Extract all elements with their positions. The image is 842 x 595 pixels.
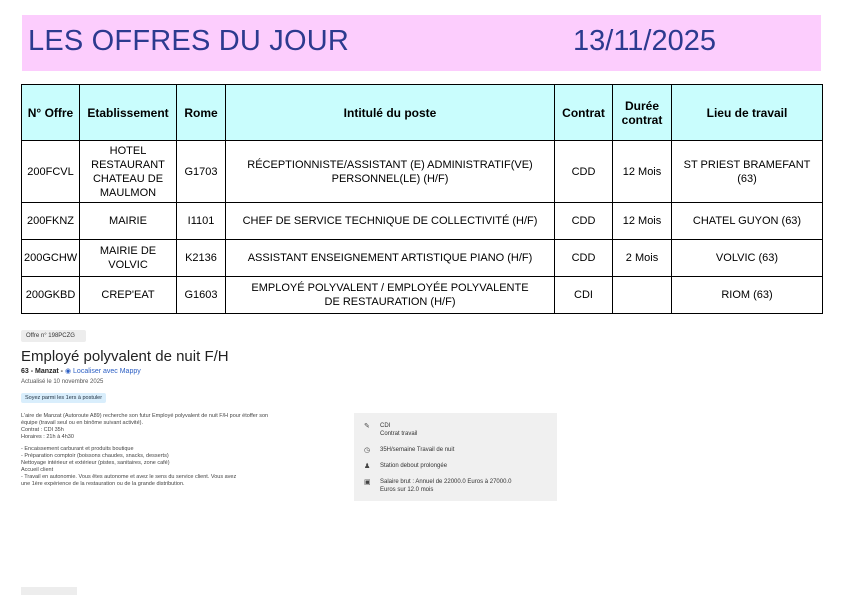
detail-text: Station debout prolongée [380,463,448,469]
description-line: une 1ère expérience de la restauration ou de la grande distribution. [21,481,185,487]
job-description [21,413,326,488]
footer-tab [21,587,77,595]
description-line: - Préparation comptoir (boissons chaudes, snacks, desserts) [21,453,169,459]
detail-text: CDI [380,423,391,429]
job-title: ASSISTANT ENSEIGNEMENT ARTISTIQUE PIANO (H/F) [226,240,555,277]
column-header: Etablissement [80,85,177,141]
description-line: - Encaissement carburant et produits boutique [21,446,134,452]
header-banner [22,15,821,71]
apply-first-pill: Soyez parmi les 1ers à postuler [21,393,106,403]
description-line: Nettoyage intérieur et extérieur (pistes, sanitaires, zone café) [21,460,170,466]
description-line: équipe (travail seul ou en binôme suivant activité). [21,420,143,426]
offer-number-badge: Offre n° 198PCZG [21,330,86,342]
rome-code: G1703 [177,141,226,203]
job-title: CHEF DE SERVICE TECHNIQUE DE COLLECTIVITÉ (H/F) [226,203,555,240]
work-location: VOLVIC (63) [672,240,823,277]
rome-code: K2136 [177,240,226,277]
description-line: - Travail en autonomie. Vous êtes autonome et avez le sens du service client. Vous avez [21,474,237,480]
job-location [21,367,141,375]
column-header: Intitulé du poste [226,85,555,141]
job-details-panel [354,413,557,501]
description-line: L'aire de Manzat (Autoroute A89) recherche son futur Employé polyvalent de nuit F/H pour étoffer son [21,413,269,419]
contract-duration: 12 Mois [613,203,672,240]
contract-duration [613,277,672,314]
clock-icon: ◷ [364,447,371,454]
contract-type: CDD [555,240,613,277]
work-location: RIOM (63) [672,277,823,314]
description-line: Horaires : 21h à 4h30 [21,434,74,440]
column-header: N° Offre [22,85,80,141]
contract-duration: 2 Mois [613,240,672,277]
work-location: CHATEL GUYON (63) [672,203,823,240]
person-icon: ♟ [364,463,371,470]
map-pin-icon: ◉ [64,368,72,375]
salary-icon: ▣ [364,479,371,486]
contract-type: CDI [555,277,613,314]
contract-type: CDD [555,203,613,240]
mappy-link[interactable]: Localiser avec Mappy [73,368,141,375]
page-title: LES OFFRES DU JOUR [28,25,350,57]
rome-code: G1603 [177,277,226,314]
offer-number: 200FCVL [22,141,80,203]
table-row [22,141,823,203]
contract-duration: 12 Mois [613,141,672,203]
table-header-row [22,85,823,141]
establishment: HOTEL RESTAURANT CHATEAU DE MAULMON [80,141,177,203]
job-title: RÉCEPTIONNISTE/ASSISTANT (E) ADMINISTRATIF(VE) PERSONNEL(LE) (H/F) [226,141,555,203]
location-label: 63 - Manzat - [21,368,64,375]
description-line: Contrat : CDI 35h [21,427,64,433]
establishment: MAIRIE [80,203,177,240]
detail-text: Contrat travail [380,430,418,437]
offers-table [21,84,823,314]
work-location: ST PRIEST BRAMEFANT (63) [672,141,823,203]
column-header: Lieu de travail [672,85,823,141]
published-date: Actualisé le 10 novembre 2025 [21,379,104,385]
table-row [22,240,823,277]
establishment: CREP'EAT [80,277,177,314]
rome-code: I1101 [177,203,226,240]
job-title: EMPLOYÉ POLYVALENT / EMPLOYÉE POLYVALENTE DE RESTAURATION (H/F) [226,277,555,314]
job-offer-title: Employé polyvalent de nuit F/H [21,348,229,365]
offer-number: 200GCHW [22,240,80,277]
description-line: Accueil client [21,467,54,473]
table-row [22,203,823,240]
page-date: 13/11/2025 [573,25,716,57]
column-header: Contrat [555,85,613,141]
contract-icon: ✎ [364,423,370,430]
detail-text: Euros sur 12.0 mois [380,486,434,493]
offer-number: 200GKBD [22,277,80,314]
column-header: Durée contrat [613,85,672,141]
offer-number: 200FKNZ [22,203,80,240]
establishment: MAIRIE DE VOLVIC [80,240,177,277]
detail-text: Salaire brut : Annuel de 22000.0 Euros à 27000.0 [380,479,512,485]
contract-type: CDD [555,141,613,203]
table-row [22,277,823,314]
column-header: Rome [177,85,226,141]
detail-text: 35H/semaine Travail de nuit [380,447,455,453]
